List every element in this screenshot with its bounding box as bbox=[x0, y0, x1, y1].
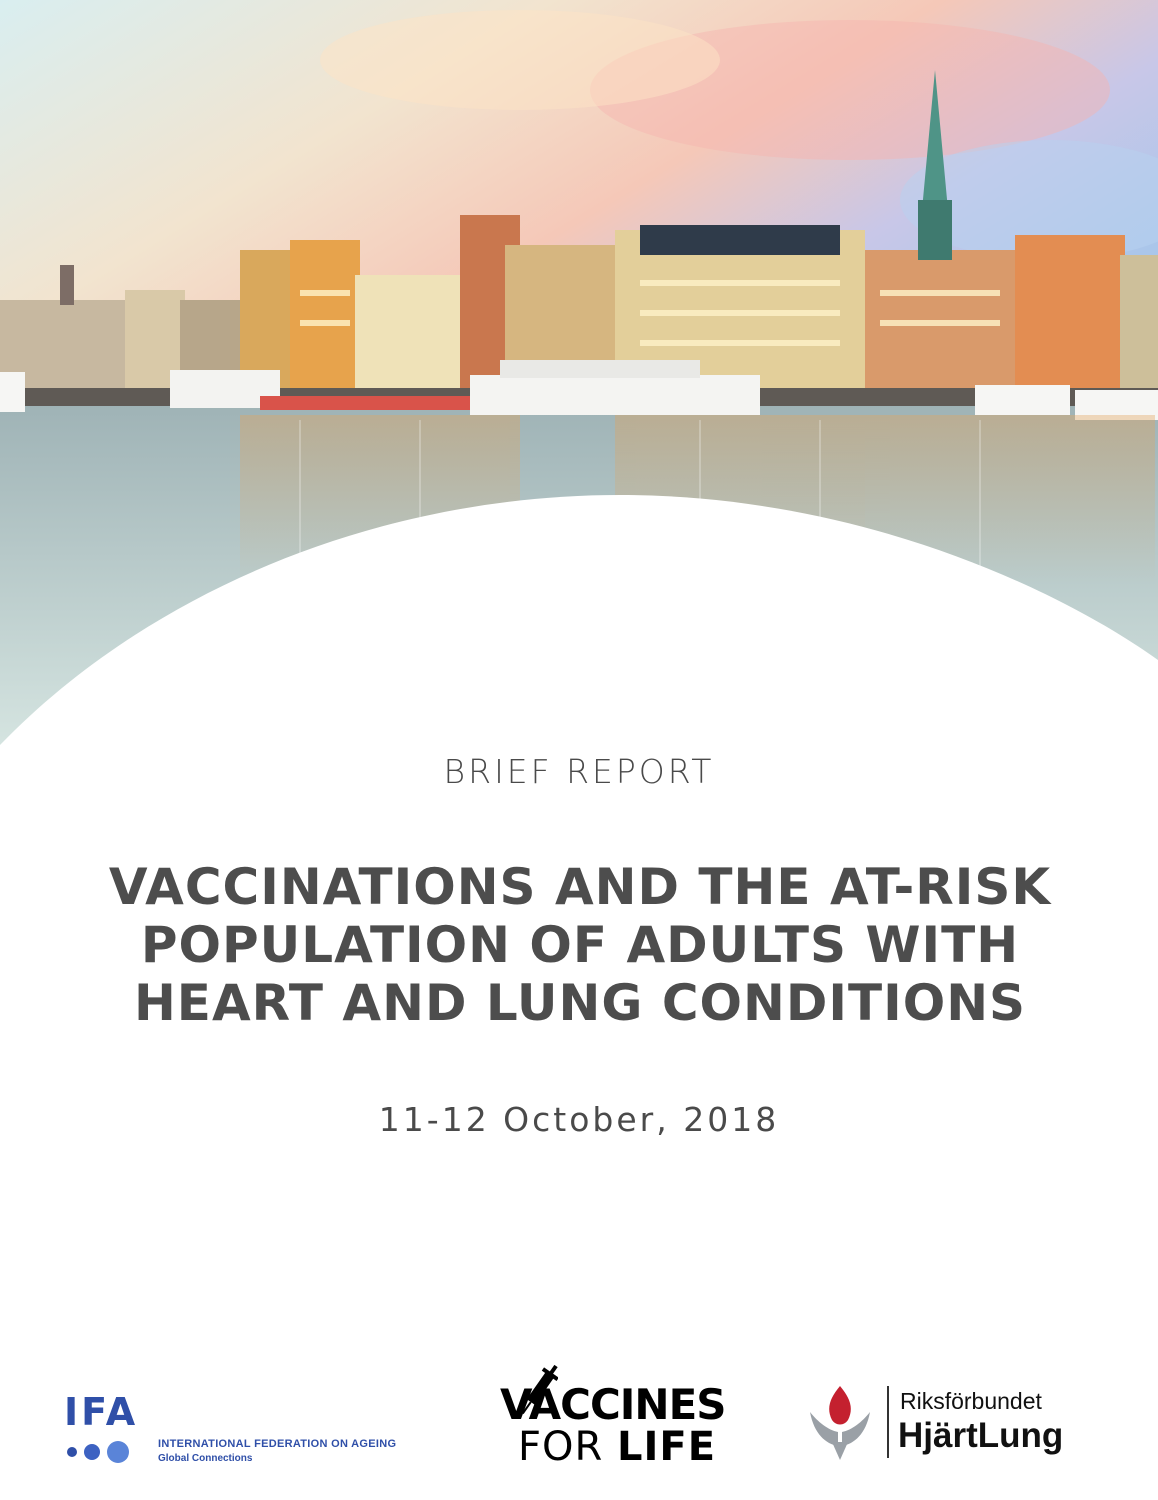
vaccines-word: VACCINES bbox=[500, 1380, 726, 1429]
ifa-full-name: INTERNATIONAL FEDERATION ON AGEING bbox=[158, 1438, 397, 1450]
logo-divider bbox=[887, 1386, 889, 1458]
report-title-line: POPULATION OF ADULTS WITH bbox=[140, 916, 1020, 974]
ifa-tagline: Global Connections bbox=[158, 1453, 253, 1464]
ifa-logo bbox=[64, 1390, 444, 1470]
report-title-line: HEART AND LUNG CONDITIONS bbox=[133, 974, 1027, 1032]
report-type: BRIEF REPORT bbox=[443, 752, 715, 791]
riksforbundet-word: Riksförbundet bbox=[900, 1388, 1042, 1414]
for-life-words bbox=[518, 1424, 716, 1470]
hjartlung-logo bbox=[808, 1382, 1108, 1472]
hjartlung-word: HjärtLung bbox=[898, 1416, 1064, 1455]
ifa-dots-icon bbox=[66, 1437, 156, 1467]
report-title-line: VACCINATIONS AND THE AT-RISK bbox=[108, 858, 1052, 916]
tulip-heart-icon bbox=[808, 1382, 872, 1462]
ifa-abbreviation: IFA bbox=[64, 1390, 139, 1434]
life-word: LIFE bbox=[617, 1424, 717, 1470]
for-word: FOR bbox=[518, 1424, 617, 1470]
report-title bbox=[60, 858, 1100, 1032]
report-date: 11-12 October, 2018 bbox=[378, 1100, 780, 1139]
vaccines-for-life-logo bbox=[500, 1360, 740, 1470]
